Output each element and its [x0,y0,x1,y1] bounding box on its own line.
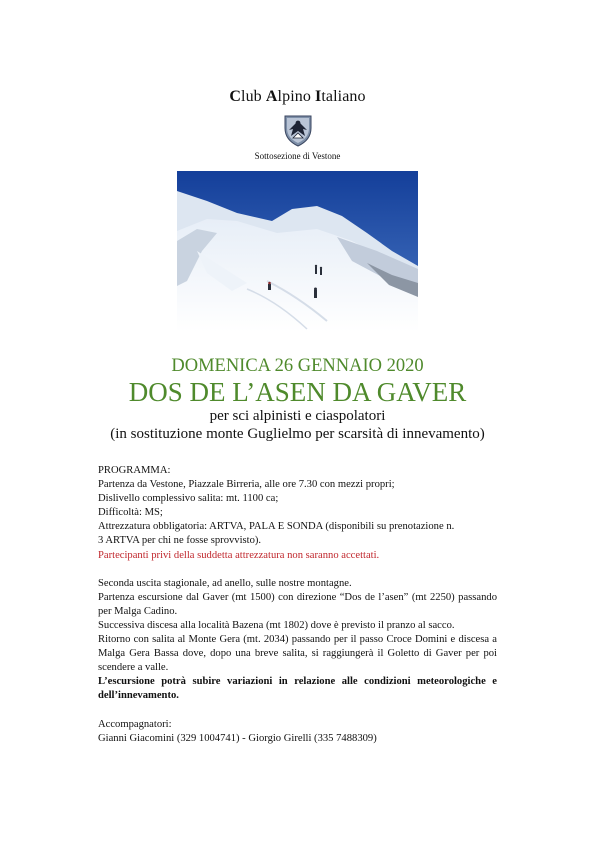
description-line-1: Seconda uscita stagionale, ad anello, sulle nostre montagne. [98,577,352,589]
event-titles [0,356,595,443]
event-note: (in sostituzione monte Guglielmo per scarsità di innevamento) [110,426,485,442]
program-elevation: Dislivello complessivo salita: mt. 1100 ca; [98,493,279,505]
guides-names: Gianni Giacomini (329 1004741) - Giorgio Girelli (335 7488309) [98,732,377,744]
program-warning: Partecipanti privi della suddetta attrezzatura non saranno accettati. [98,549,380,561]
program-equipment-2: 3 ARTVA per chi ne fosse sprovvisto). [98,535,262,547]
description-line-4: Ritorno con salita al Monte Gera (mt. 2034) passando per il passo Croce Domini e discesa a Malga Gera Bassa dove, dopo una breve salita, si raggiungerà il Goletto di Gaver per poi scendere a valle. [98,634,497,674]
description-notice: L’escursione potrà subire variazioni in relazione alle condizioni meteorologiche e dell’innevamento. [98,676,497,702]
program-heading: PROGRAMMA: [98,465,171,476]
event-date: DOMENICA 26 GENNAIO 2020 [171,356,424,376]
program-difficulty: Difficoltà: MS; [98,507,163,519]
description-line-3: Successiva discesa alla località Bazena (mt 1802) dove è previsto il pranzo al sacco. [98,619,455,631]
club-header [0,88,595,106]
description-line-2: Partenza escursione dal Gaver (mt 1500) con direzione “Dos de l’asen” (mt 2250) passando per Malga Cadino. [98,591,497,617]
event-title: DOS DE L’ASEN DA GAVER [128,377,467,407]
guides-heading: Accompagnatori: [98,718,172,730]
program-equipment-1: Attrezzatura obbligatoria: ARTVA, PALA E SONDA (disponibili su prenotazione n. [98,521,455,533]
program-departure: Partenza da Vestone, Piazzale Birreria, alle ore 7.30 con mezzi propri; [98,479,395,491]
event-subtitle: per sci alpinisti e ciaspolatori [209,408,386,424]
program-body [98,464,497,746]
subsection-label: Sottosezione di Vestone [254,151,341,161]
mountain-photo [177,171,418,332]
club-name: Club Alpino Italiano [229,88,366,105]
cai-logo-icon [279,110,317,148]
